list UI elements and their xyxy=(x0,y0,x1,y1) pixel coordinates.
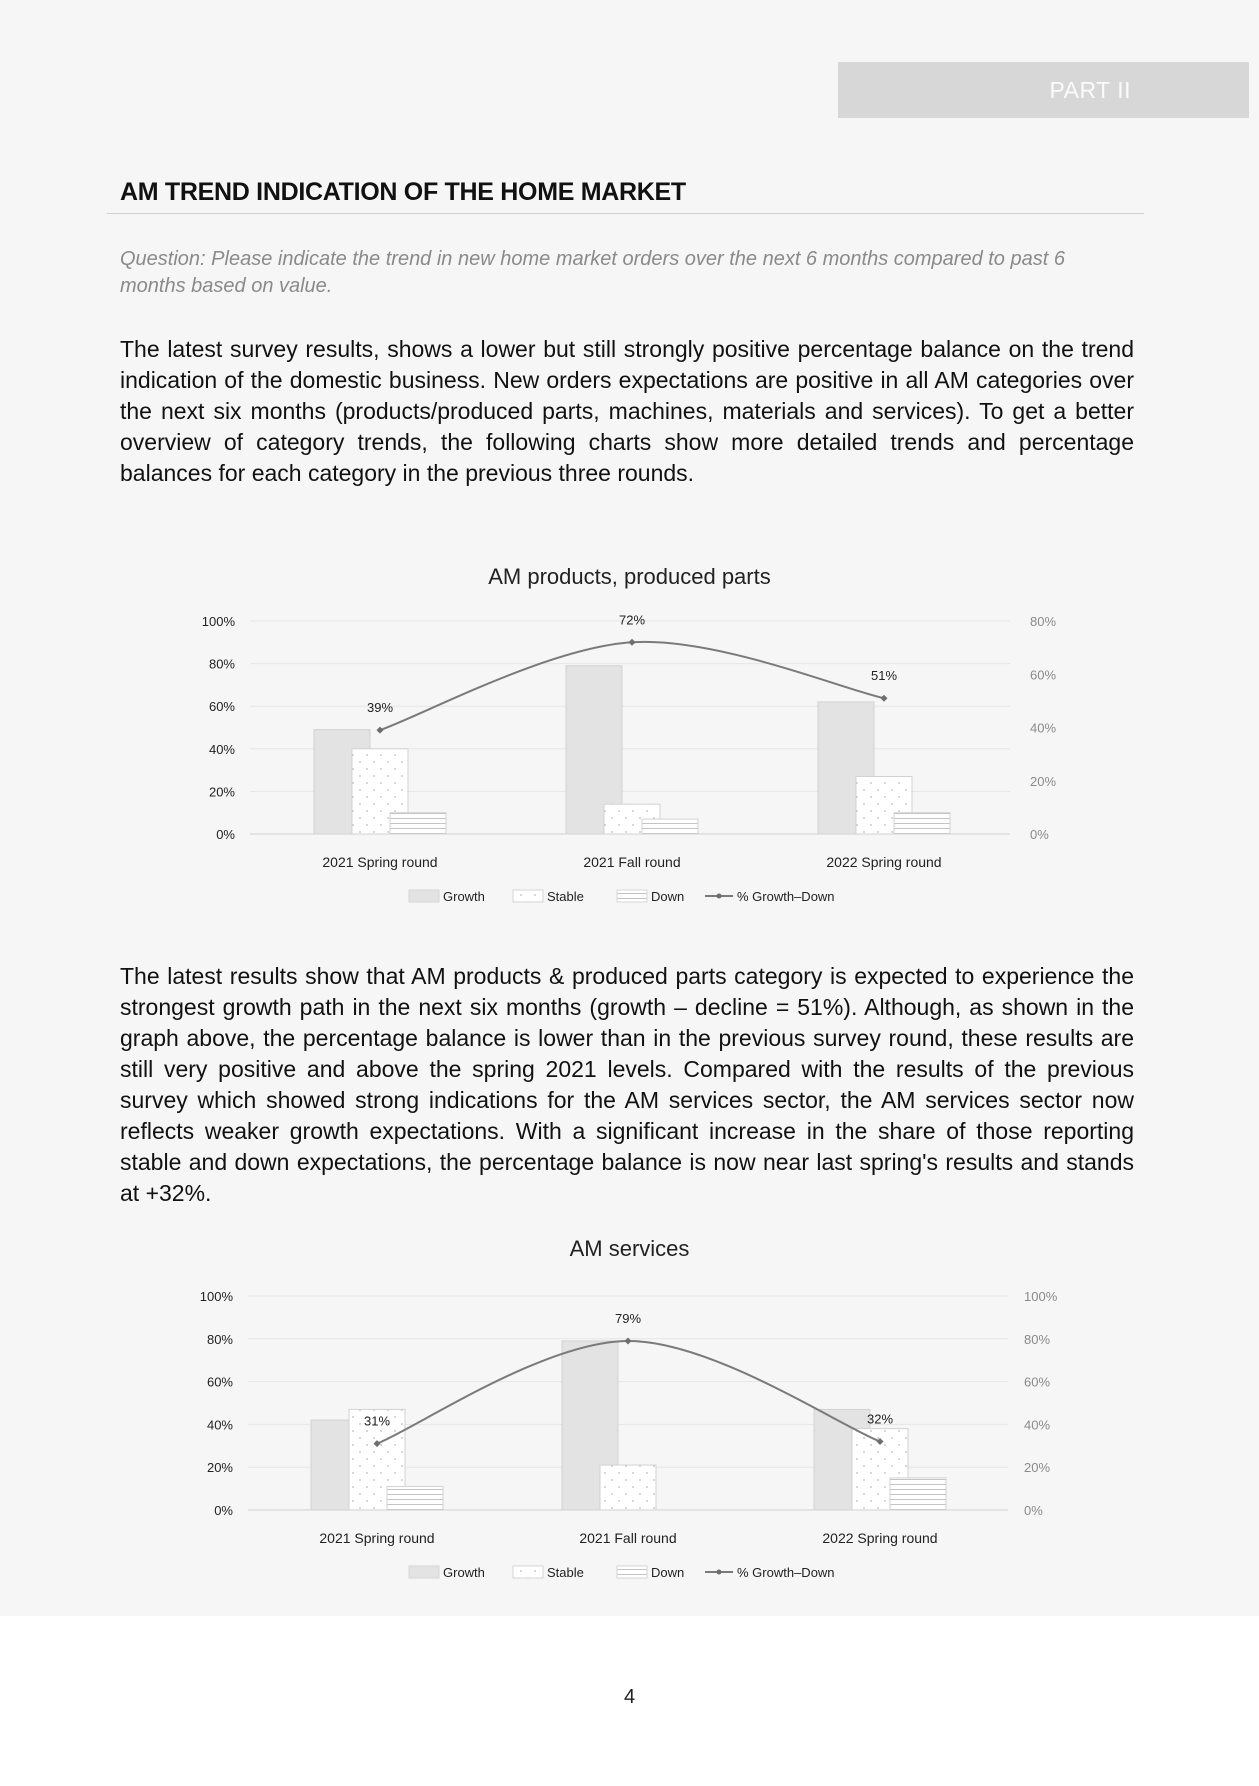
line-point xyxy=(881,695,888,702)
page-number: 4 xyxy=(623,1686,636,1708)
y-tick-right: 80% xyxy=(1030,614,1057,629)
y-tick-left: 20% xyxy=(208,784,235,800)
legend-swatch xyxy=(513,1566,543,1578)
y-tick-right: 40% xyxy=(1024,1417,1051,1433)
y-tick-right: 60% xyxy=(1030,667,1057,683)
chart-am-products xyxy=(0,556,1259,916)
legend-swatch xyxy=(617,890,647,902)
chart-title: AM products, produced parts xyxy=(488,564,771,589)
legend-label: Stable xyxy=(547,1565,584,1580)
y-tick-left: 60% xyxy=(208,699,235,715)
y-tick-right: 20% xyxy=(1030,773,1057,789)
chart-title: AM services xyxy=(569,1236,690,1261)
legend-label: Stable xyxy=(547,889,584,904)
y-tick-left: 40% xyxy=(208,741,235,757)
data-label: 39% xyxy=(366,700,394,716)
y-tick-left: 80% xyxy=(208,656,235,672)
category-label: 2021 Fall round xyxy=(583,854,681,870)
y-tick-left: 20% xyxy=(206,1460,233,1476)
y-tick-right: 100% xyxy=(1024,1289,1058,1304)
chart-plot xyxy=(0,1232,1259,1592)
series-line-growth-down xyxy=(377,1341,880,1444)
legend-label: Growth xyxy=(443,1565,485,1580)
legend-swatch xyxy=(617,1566,647,1578)
intro-paragraph: The latest survey results, shows a lower but still strongly positive percentage balance on the trend indication of the domestic business. New orders expectations are positive in all AM categories over the next six months (products/produced parts, machines, materials and services). To get a better overview of category trends, the following charts show more detailed trends and percentage balances for each category in the previous three rounds. xyxy=(120,336,1134,486)
y-tick-right: 0% xyxy=(1030,827,1049,842)
y-tick-left: 40% xyxy=(206,1417,233,1433)
data-label: 31% xyxy=(363,1413,391,1429)
legend-marker xyxy=(717,894,722,899)
bar-down xyxy=(642,819,698,834)
legend-swatch xyxy=(409,890,439,902)
y-tick-right: 80% xyxy=(1024,1331,1051,1347)
legend-marker xyxy=(717,1570,722,1575)
data-label: 72% xyxy=(618,612,646,628)
chart-am-services xyxy=(0,1232,1259,1592)
y-tick-right: 20% xyxy=(1024,1460,1051,1476)
legend-swatch xyxy=(409,1566,439,1578)
bar-down xyxy=(387,1486,443,1510)
part-banner xyxy=(838,62,1249,118)
analysis-paragraph: The latest results show that AM products & produced parts category is expected to experience the strongest growth path in the next six months (growth – decline = 51%). Although, as shown in the graph above, the percentage balance is lower than in the previous survey round, these results are still very positive and above the spring 2021 levels. Compared with the results of the previous survey which showed strong indications for the AM services sector, the AM services sector now reflects weaker growth expectations. With a significant increase in the share of those reporting stable and down expectations, the percentage balance is now near last spring's results and stands at +32%. xyxy=(120,963,1134,1206)
y-tick-left: 60% xyxy=(206,1374,233,1390)
heading-divider xyxy=(107,213,1144,214)
data-label: 51% xyxy=(870,668,898,684)
legend-label: % Growth–Down xyxy=(737,889,835,904)
category-label: 2021 Spring round xyxy=(322,854,438,870)
bar-down xyxy=(894,813,950,834)
line-point xyxy=(629,639,636,646)
category-label: 2022 Spring round xyxy=(826,854,942,870)
y-tick-right: 60% xyxy=(1024,1374,1051,1390)
series-line-growth-down xyxy=(380,642,884,730)
line-point xyxy=(377,727,384,734)
legend-swatch xyxy=(513,890,543,902)
section-heading: AM TREND INDICATION OF THE HOME MARKET xyxy=(120,178,686,206)
y-tick-left: 100% xyxy=(201,614,235,629)
data-label: 79% xyxy=(614,1310,642,1326)
legend-label: Down xyxy=(651,1565,685,1580)
legend-label: Down xyxy=(651,889,685,904)
bar-down xyxy=(390,813,446,834)
category-label: 2021 Spring round xyxy=(319,1530,435,1546)
data-label: 32% xyxy=(866,1411,894,1427)
bar-down xyxy=(890,1478,946,1510)
category-label: 2021 Fall round xyxy=(579,1530,677,1546)
legend-label: % Growth–Down xyxy=(737,1565,835,1580)
y-tick-left: 0% xyxy=(216,827,235,842)
y-tick-right: 0% xyxy=(1024,1503,1043,1518)
bar-stable xyxy=(600,1465,656,1510)
y-tick-left: 0% xyxy=(214,1503,233,1518)
part-label: PART II xyxy=(1049,77,1131,103)
category-label: 2022 Spring round xyxy=(822,1530,938,1546)
y-tick-left: 80% xyxy=(206,1331,233,1347)
chart-plot xyxy=(0,556,1259,916)
survey-question: Question: Please indicate the trend in new home market orders over the next 6 months compared to past 6 months based on value. xyxy=(120,248,1065,297)
y-tick-left: 100% xyxy=(199,1289,233,1304)
legend-label: Growth xyxy=(443,889,485,904)
y-tick-right: 40% xyxy=(1030,720,1057,736)
